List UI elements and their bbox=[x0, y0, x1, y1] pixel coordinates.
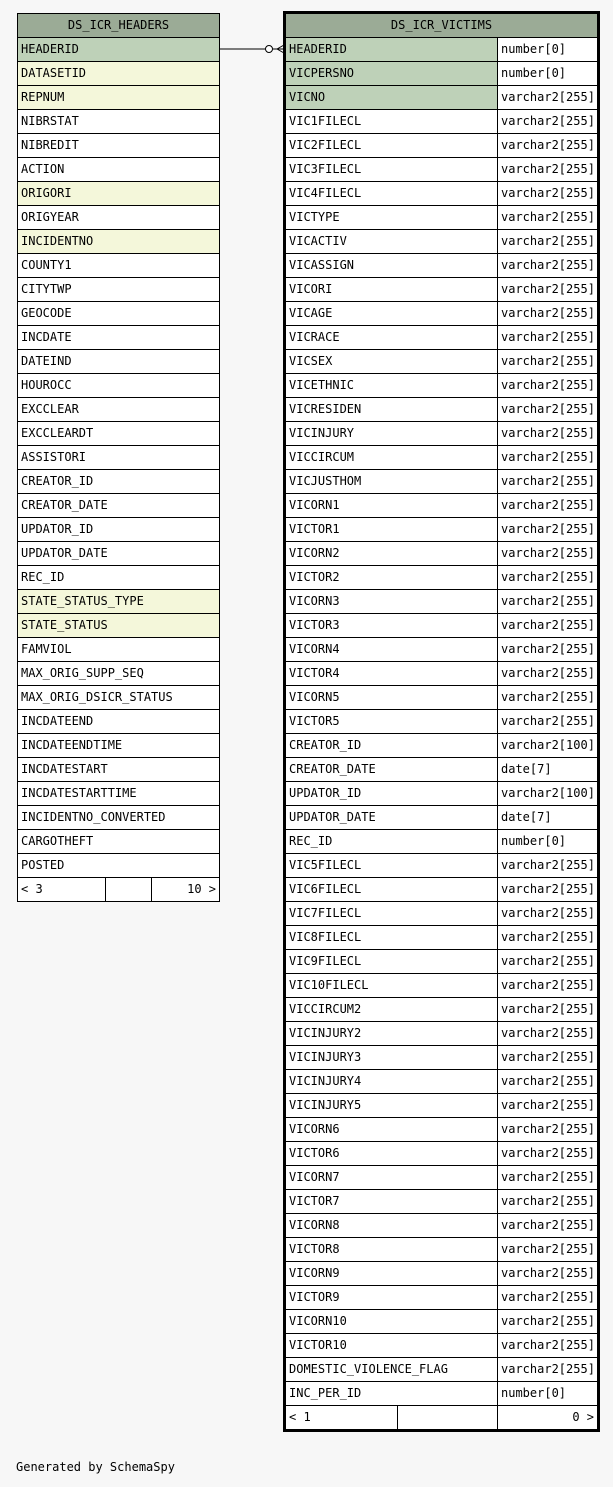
column-type: varchar2[255] bbox=[498, 446, 599, 470]
column-name: REC_ID bbox=[285, 830, 498, 854]
column-name: VIC6FILECL bbox=[285, 878, 498, 902]
column-type: varchar2[255] bbox=[498, 566, 599, 590]
column-name: VICRACE bbox=[285, 326, 498, 350]
column-type: varchar2[255] bbox=[498, 206, 599, 230]
column-name: INCDATESTART bbox=[18, 758, 220, 782]
column-type: varchar2[255] bbox=[498, 182, 599, 206]
column-name: INCIDENTNO_CONVERTED bbox=[18, 806, 220, 830]
column-name: ORIGYEAR bbox=[18, 206, 220, 230]
column-type: varchar2[255] bbox=[498, 1142, 599, 1166]
column-type: varchar2[255] bbox=[498, 398, 599, 422]
column-name: DATASETID bbox=[18, 62, 220, 86]
column-name: VICORI bbox=[285, 278, 498, 302]
column-type: varchar2[255] bbox=[498, 638, 599, 662]
optional-circle-marker bbox=[266, 46, 273, 53]
column-name: MAX_ORIG_SUPP_SEQ bbox=[18, 662, 220, 686]
column-name: MAX_ORIG_DSICR_STATUS bbox=[18, 686, 220, 710]
column-name: VICETHNIC bbox=[285, 374, 498, 398]
column-name: CREATOR_DATE bbox=[18, 494, 220, 518]
column-type: number[0] bbox=[498, 62, 599, 86]
column-type: varchar2[255] bbox=[498, 1310, 599, 1334]
column-type: varchar2[255] bbox=[498, 686, 599, 710]
column-name: VICTOR4 bbox=[285, 662, 498, 686]
column-name: DOMESTIC_VIOLENCE_FLAG bbox=[285, 1358, 498, 1382]
column-name: VICORN3 bbox=[285, 590, 498, 614]
column-name: VICRESIDEN bbox=[285, 398, 498, 422]
column-name: VIC10FILECL bbox=[285, 974, 498, 998]
column-name: VICNO bbox=[285, 86, 498, 110]
column-name: ASSISTORI bbox=[18, 446, 220, 470]
crowfoot-upper bbox=[277, 45, 284, 49]
column-type: varchar2[255] bbox=[498, 1046, 599, 1070]
column-type: varchar2[255] bbox=[498, 350, 599, 374]
column-type: varchar2[255] bbox=[498, 1262, 599, 1286]
column-name: CREATOR_DATE bbox=[285, 758, 498, 782]
children-count[interactable]: 10 > bbox=[152, 878, 220, 902]
column-type: varchar2[255] bbox=[498, 1094, 599, 1118]
children-count[interactable]: 0 > bbox=[498, 1406, 599, 1431]
column-type: varchar2[255] bbox=[498, 1334, 599, 1358]
column-type: varchar2[255] bbox=[498, 974, 599, 998]
column-type: varchar2[255] bbox=[498, 1214, 599, 1238]
column-name: UPDATOR_DATE bbox=[285, 806, 498, 830]
column-name: VICSEX bbox=[285, 350, 498, 374]
column-type: varchar2[255] bbox=[498, 878, 599, 902]
column-type: varchar2[255] bbox=[498, 1070, 599, 1094]
column-name: INCDATE bbox=[18, 326, 220, 350]
column-name: HEADERID bbox=[18, 38, 220, 62]
column-type: varchar2[255] bbox=[498, 1190, 599, 1214]
column-name: REC_ID bbox=[18, 566, 220, 590]
column-name: VICORN4 bbox=[285, 638, 498, 662]
column-type: date[7] bbox=[498, 758, 599, 782]
crowfoot-lower bbox=[277, 49, 284, 53]
column-name: CREATOR_ID bbox=[18, 470, 220, 494]
column-name: UPDATOR_ID bbox=[18, 518, 220, 542]
column-name: VIC2FILECL bbox=[285, 134, 498, 158]
column-name: VICORN6 bbox=[285, 1118, 498, 1142]
column-name: CREATOR_ID bbox=[285, 734, 498, 758]
column-name: VIC9FILECL bbox=[285, 950, 498, 974]
column-type: varchar2[100] bbox=[498, 782, 599, 806]
column-type: varchar2[255] bbox=[498, 1286, 599, 1310]
column-type: varchar2[255] bbox=[498, 134, 599, 158]
column-name: ORIGORI bbox=[18, 182, 220, 206]
column-name: VICCIRCUM bbox=[285, 446, 498, 470]
column-type: varchar2[255] bbox=[498, 950, 599, 974]
column-type: varchar2[255] bbox=[498, 470, 599, 494]
column-type: varchar2[255] bbox=[498, 254, 599, 278]
column-name: ACTION bbox=[18, 158, 220, 182]
column-name: VICORN8 bbox=[285, 1214, 498, 1238]
column-name: VICTOR2 bbox=[285, 566, 498, 590]
column-name: CITYTWP bbox=[18, 278, 220, 302]
column-name: VICCIRCUM2 bbox=[285, 998, 498, 1022]
column-name: REPNUM bbox=[18, 86, 220, 110]
column-type: varchar2[255] bbox=[498, 158, 599, 182]
column-name: VIC7FILECL bbox=[285, 902, 498, 926]
column-name: HEADERID bbox=[285, 38, 498, 62]
column-type: number[0] bbox=[498, 1382, 599, 1406]
column-name: POSTED bbox=[18, 854, 220, 878]
column-name: VICACTIV bbox=[285, 230, 498, 254]
column-name: CARGOTHEFT bbox=[18, 830, 220, 854]
column-name: VICORN9 bbox=[285, 1262, 498, 1286]
column-type: varchar2[255] bbox=[498, 1166, 599, 1190]
column-type: varchar2[255] bbox=[498, 374, 599, 398]
column-type: varchar2[255] bbox=[498, 926, 599, 950]
column-name: INCDATESTARTTIME bbox=[18, 782, 220, 806]
column-type: varchar2[255] bbox=[498, 854, 599, 878]
column-name: VICINJURY5 bbox=[285, 1094, 498, 1118]
column-name: VICTOR5 bbox=[285, 710, 498, 734]
column-name: VICTOR3 bbox=[285, 614, 498, 638]
column-name: VICORN7 bbox=[285, 1166, 498, 1190]
column-type: varchar2[255] bbox=[498, 326, 599, 350]
column-name: VICINJURY4 bbox=[285, 1070, 498, 1094]
column-type: varchar2[255] bbox=[498, 494, 599, 518]
column-name: NIBRSTAT bbox=[18, 110, 220, 134]
column-type: varchar2[255] bbox=[498, 302, 599, 326]
column-type: varchar2[255] bbox=[498, 902, 599, 926]
column-type: varchar2[255] bbox=[498, 662, 599, 686]
column-name: VICTYPE bbox=[285, 206, 498, 230]
column-type: varchar2[255] bbox=[498, 590, 599, 614]
column-name: INCDATEENDTIME bbox=[18, 734, 220, 758]
column-name: EXCCLEARDT bbox=[18, 422, 220, 446]
table-title[interactable]: DS_ICR_VICTIMS bbox=[285, 13, 599, 38]
column-name: VICPERSNO bbox=[285, 62, 498, 86]
column-name: VICORN10 bbox=[285, 1310, 498, 1334]
column-type: varchar2[255] bbox=[498, 86, 599, 110]
column-name: VICTOR9 bbox=[285, 1286, 498, 1310]
column-name: VICORN1 bbox=[285, 494, 498, 518]
column-type: varchar2[255] bbox=[498, 230, 599, 254]
column-name: INCDATEEND bbox=[18, 710, 220, 734]
column-name: HOUROCC bbox=[18, 374, 220, 398]
column-type: varchar2[255] bbox=[498, 998, 599, 1022]
column-type: varchar2[255] bbox=[498, 614, 599, 638]
column-name: VICORN5 bbox=[285, 686, 498, 710]
column-name: UPDATOR_DATE bbox=[18, 542, 220, 566]
column-type: number[0] bbox=[498, 830, 599, 854]
column-name: VICINJURY bbox=[285, 422, 498, 446]
column-type: varchar2[255] bbox=[498, 110, 599, 134]
column-type: varchar2[255] bbox=[498, 1358, 599, 1382]
column-name: DATEIND bbox=[18, 350, 220, 374]
column-type: varchar2[255] bbox=[498, 518, 599, 542]
parents-count[interactable]: < 1 bbox=[285, 1406, 398, 1431]
column-type: varchar2[255] bbox=[498, 422, 599, 446]
column-name: VICTOR8 bbox=[285, 1238, 498, 1262]
column-name: INCIDENTNO bbox=[18, 230, 220, 254]
column-name: VICASSIGN bbox=[285, 254, 498, 278]
column-type: varchar2[100] bbox=[498, 734, 599, 758]
parents-count[interactable]: < 3 bbox=[18, 878, 106, 902]
column-name: VICORN2 bbox=[285, 542, 498, 566]
column-type: varchar2[255] bbox=[498, 1118, 599, 1142]
column-name: VICAGE bbox=[285, 302, 498, 326]
column-name: VICTOR7 bbox=[285, 1190, 498, 1214]
column-type: date[7] bbox=[498, 806, 599, 830]
column-name: VICTOR10 bbox=[285, 1334, 498, 1358]
column-name: VIC8FILECL bbox=[285, 926, 498, 950]
column-type: varchar2[255] bbox=[498, 1022, 599, 1046]
column-type: varchar2[255] bbox=[498, 1238, 599, 1262]
column-name: VICINJURY2 bbox=[285, 1022, 498, 1046]
column-name: VIC5FILECL bbox=[285, 854, 498, 878]
column-name: VICTOR6 bbox=[285, 1142, 498, 1166]
column-name: VIC3FILECL bbox=[285, 158, 498, 182]
column-name: NIBREDIT bbox=[18, 134, 220, 158]
column-name: VICTOR1 bbox=[285, 518, 498, 542]
column-name: VICINJURY3 bbox=[285, 1046, 498, 1070]
column-name: VICJUSTHOM bbox=[285, 470, 498, 494]
column-type: varchar2[255] bbox=[498, 542, 599, 566]
column-name: VIC4FILECL bbox=[285, 182, 498, 206]
column-name: STATE_STATUS bbox=[18, 614, 220, 638]
column-name: INC_PER_ID bbox=[285, 1382, 498, 1406]
table-title[interactable]: DS_ICR_HEADERS bbox=[18, 14, 220, 38]
column-name: STATE_STATUS_TYPE bbox=[18, 590, 220, 614]
column-type: number[0] bbox=[498, 38, 599, 62]
column-name: UPDATOR_ID bbox=[285, 782, 498, 806]
generated-by-label: Generated by SchemaSpy bbox=[16, 1460, 175, 1474]
column-name: COUNTY1 bbox=[18, 254, 220, 278]
column-name: VIC1FILECL bbox=[285, 110, 498, 134]
column-name: EXCCLEAR bbox=[18, 398, 220, 422]
column-name: FAMVIOL bbox=[18, 638, 220, 662]
column-name: GEOCODE bbox=[18, 302, 220, 326]
column-type: varchar2[255] bbox=[498, 710, 599, 734]
column-type: varchar2[255] bbox=[498, 278, 599, 302]
